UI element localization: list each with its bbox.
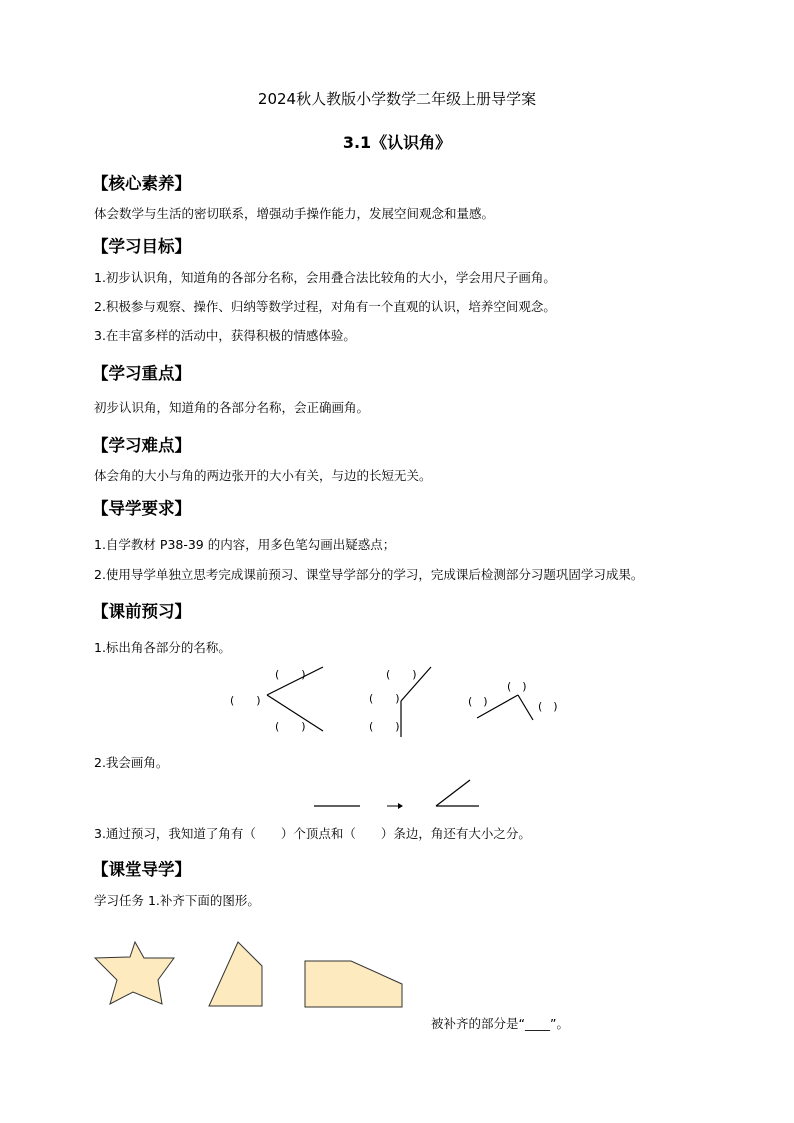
preview-heading: 【课前预习】 <box>92 602 191 621</box>
blank-label: ( ) <box>369 692 400 705</box>
lesson-subtitle: 3.1《认识角》 <box>342 133 452 152</box>
blank-label: ( ) <box>275 668 306 681</box>
goal-item: 2.积极参与观察、操作、归纳等数学过程，对角有一个直观的认识，培养空间观念。 <box>94 299 556 314</box>
requirements-heading: 【导学要求】 <box>92 499 191 518</box>
blank-label: ( ) <box>369 720 400 733</box>
preview-q2: 2.我会画角。 <box>94 755 169 770</box>
angle3-ray-right <box>518 695 533 720</box>
blank-label: ( ) <box>230 694 261 707</box>
goal-item: 1.初步认识角，知道角的各部分名称，会用叠合法比较角的大小，学会用尺子画角。 <box>94 270 556 285</box>
requirement-item: 1.自学教材 P38-39 的内容，用多色笔勾画出疑惑点； <box>94 537 396 552</box>
goals-heading: 【学习目标】 <box>92 237 191 256</box>
classroom-heading: 【课堂导学】 <box>92 860 191 879</box>
drawn-angle-ray <box>436 780 470 806</box>
core-heading: 【核心素养】 <box>92 174 191 193</box>
answer-prompt: 被补齐的部分是“____”。 <box>431 1016 569 1031</box>
arrow-head <box>398 803 403 809</box>
blank-label: ( ) <box>386 668 417 681</box>
blank-label: ( ) <box>275 720 306 733</box>
preview-q1: 1.标出角各部分的名称。 <box>94 640 231 655</box>
triangle-shape <box>209 942 262 1006</box>
preview-q3: 3.通过预习，我知道了角有（ ）个顶点和（ ）条边，角还有大小之分。 <box>94 826 531 841</box>
key-heading: 【学习重点】 <box>92 364 191 383</box>
blank-label: ( ) <box>468 695 488 708</box>
classroom-task1: 学习任务 1.补齐下面的图形。 <box>94 893 260 908</box>
difficulty-heading: 【学习难点】 <box>92 436 191 455</box>
trapezoid-shape <box>305 961 402 1007</box>
blank-label: ( ) <box>538 700 558 713</box>
page-title: 2024秋人教版小学数学二年级上册导学案 <box>257 90 537 108</box>
goal-item: 3.在丰富多样的活动中，获得积极的情感体验。 <box>94 328 356 343</box>
requirement-item: 2.使用导学单独立思考完成课前预习、课堂导学部分的学习，完成课后检测部分习题巩固学习成果。 <box>94 567 644 582</box>
key-text: 初步认识角，知道角的各部分名称，会正确画角。 <box>94 400 370 415</box>
core-text: 体会数学与生活的密切联系，增强动手操作能力，发展空间观念和量感。 <box>94 206 495 221</box>
star-shape <box>95 942 174 1004</box>
difficulty-text: 体会角的大小与角的两边张开的大小有关，与边的长短无关。 <box>94 468 432 483</box>
blank-label: ( ) <box>507 680 527 693</box>
